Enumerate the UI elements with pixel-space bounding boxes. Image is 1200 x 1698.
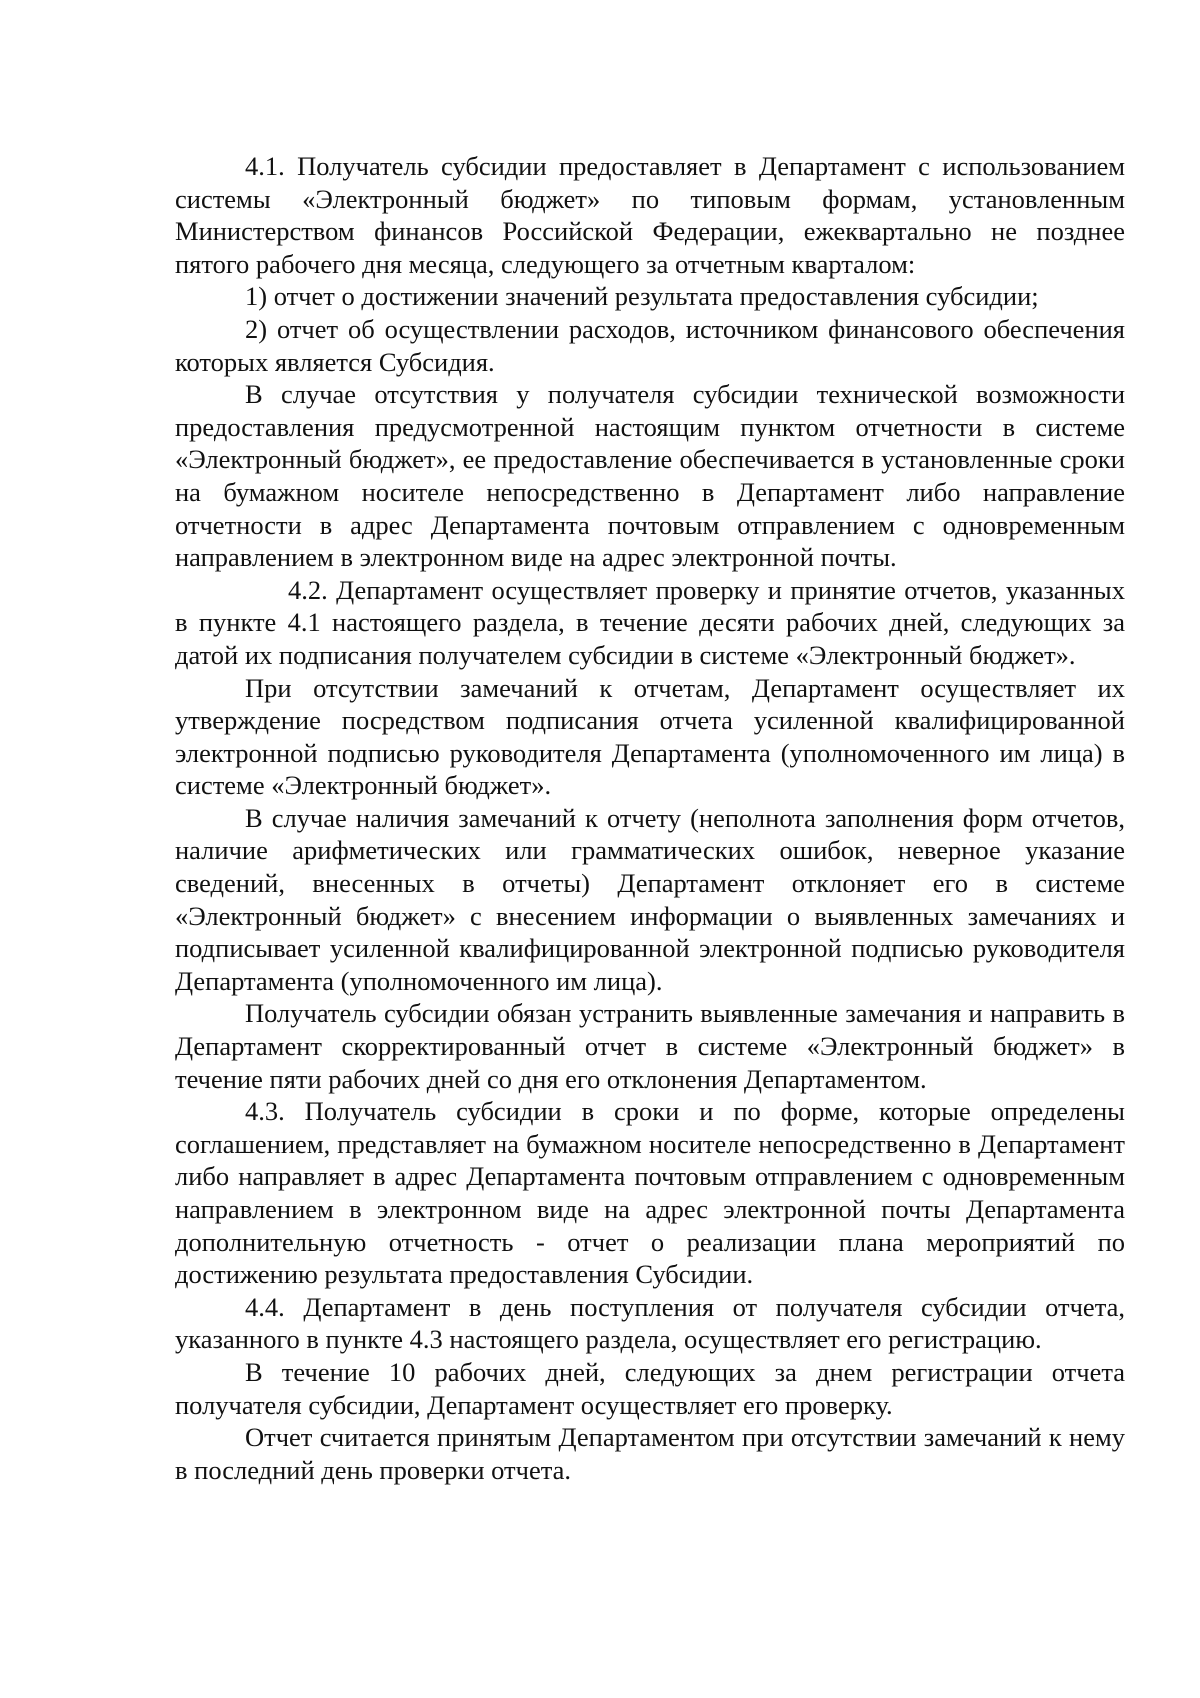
paragraph-report-2: 2) отчет об осуществлении расходов, источником финансового обеспечения которых является Субсидия. [175,313,1125,377]
paragraph-remarks: В случае наличия замечаний к отчету (неполнота заполнения форм отчетов, наличие арифметических или грамматических ошибок, неверное указание сведений, внесенных в отчеты) Департамент отклоняет его в системе «Электронный бюджет» с внесением информации о выявленных замечаниях и подписывает усиленной квалифицированной электронной подписью руководителя Департамента (уполномоченного им лица). [175,802,1125,996]
document-body [175,150,1125,1486]
paragraph-4-3: 4.3. Получатель субсидии в сроки и по форме, которые определены соглашением, представляет на бумажном носителе непосредственно в Департамент либо направляет в адрес Департамента почтовым отправлением с одновременным направлением в электронном виде на адрес электронной почты Департамента дополнительную отчетность - отчет о реализации плана мероприятий по достижению результата предоставления Субсидии. [175,1096,1125,1290]
paragraph-no-technical-capability: В случае отсутствия у получателя субсидии технической возможности предоставления предусмотренной настоящим пунктом отчетности в системе «Электронный бюджет», ее предоставление обеспечивается в установленные сроки на бумажном носителе непосредственно в Департамент либо направление отчетности в адрес Департамента почтовым отправлением с одновременным направлением в электронном виде на адрес электронной почты. [175,379,1125,573]
paragraph-4-2: 4.2. Департамент осуществляет проверку и принятие отчетов, указанных в пункте 4.1 настоящего раздела, в течение десяти рабочих дней, следующих за датой их подписания получателем субсидии в системе «Электронный бюджет». [175,574,1125,670]
paragraph-accepted: Отчет считается принятым Департаментом при отсутствии замечаний к нему в последний день проверки отчета. [175,1422,1125,1485]
paragraph-report-1: 1) отчет о достижении значений результата предоставления субсидии; [245,281,1039,312]
paragraph-4-1: 4.1. Получатель субсидии предоставляет в Департамент с использованием системы «Электронный бюджет» по типовым формам, установленным Министерством финансов Российской Федерации, ежеквартально не позднее пятого рабочего дня месяца, следующего за отчетным кварталом: [175,151,1125,279]
paragraph-review-period: В течение 10 рабочих дней, следующих за днем регистрации отчета получателя субсидии, Департамент осуществляет его проверку. [175,1356,1125,1420]
paragraph-4-4: 4.4. Департамент в день поступления от получателя субсидии отчета, указанного в пункте 4.3 настоящего раздела, осуществляет его регистрацию. [175,1291,1125,1355]
paragraph-fix-remarks: Получатель субсидии обязан устранить выявленные замечания и направить в Департамент скорректированный отчет в системе «Электронный бюджет» в течение пяти рабочих дней со дня его отклонения Департаментом. [175,998,1125,1094]
paragraph-no-remarks: При отсутствии замечаний к отчетам, Департамент осуществляет их утверждение посредством подписания отчета усиленной квалифицированной электронной подписью руководителя Департамента (уполномоченного им лица) в системе «Электронный бюджет». [175,672,1125,801]
